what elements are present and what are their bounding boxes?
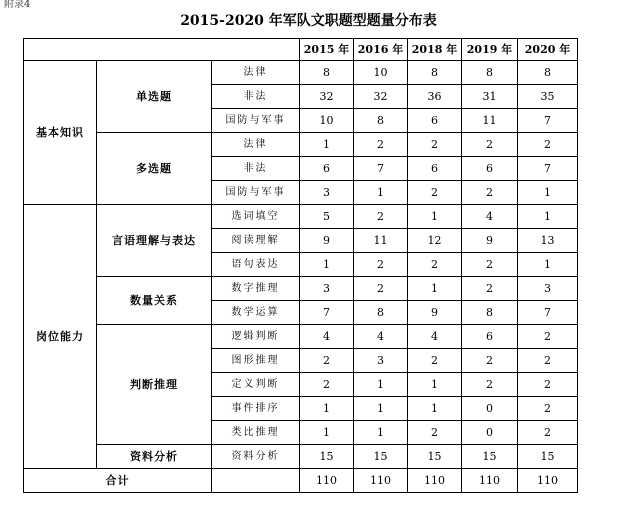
group-name-cell: 判断推理 <box>97 325 212 445</box>
item-label-cell: 定义判断 <box>212 373 300 397</box>
item-label-cell: 数字推理 <box>212 277 300 301</box>
item-label-cell: 事件排序 <box>212 397 300 421</box>
header-blank-cell <box>24 39 300 61</box>
item-label-cell: 选词填空 <box>212 205 300 229</box>
value-cell: 6 <box>300 157 354 181</box>
item-label-cell: 语句表达 <box>212 253 300 277</box>
table-row <box>24 61 578 85</box>
total-row <box>24 469 578 493</box>
value-cell: 11 <box>462 109 518 133</box>
value-cell: 1 <box>354 397 408 421</box>
value-cell: 2 <box>462 277 518 301</box>
value-cell: 1 <box>300 253 354 277</box>
table-row <box>24 277 578 301</box>
value-cell: 2 <box>518 373 578 397</box>
value-cell: 2 <box>518 349 578 373</box>
section-name-cell: 基本知识 <box>24 61 97 205</box>
value-cell: 2 <box>300 349 354 373</box>
value-cell: 2 <box>518 133 578 157</box>
item-label-cell: 图形推理 <box>212 349 300 373</box>
table-row <box>24 133 578 157</box>
value-cell: 1 <box>518 181 578 205</box>
value-cell: 3 <box>518 277 578 301</box>
value-cell: 15 <box>518 445 578 469</box>
value-cell: 1 <box>354 373 408 397</box>
value-cell: 2 <box>462 373 518 397</box>
value-cell: 9 <box>300 229 354 253</box>
value-cell: 32 <box>300 85 354 109</box>
value-cell: 1 <box>300 133 354 157</box>
value-cell: 2 <box>408 181 462 205</box>
value-cell: 15 <box>354 445 408 469</box>
table-row <box>24 205 578 229</box>
value-cell: 0 <box>462 397 518 421</box>
value-cell: 1 <box>408 373 462 397</box>
value-cell: 8 <box>354 301 408 325</box>
item-label-cell: 国防与军事 <box>212 181 300 205</box>
value-cell: 8 <box>518 61 578 85</box>
value-cell: 7 <box>300 301 354 325</box>
value-cell: 7 <box>518 301 578 325</box>
item-label-cell: 国防与军事 <box>212 109 300 133</box>
year-header: 2018 年 <box>408 39 462 61</box>
item-label-cell: 阅读理解 <box>212 229 300 253</box>
value-cell: 1 <box>518 253 578 277</box>
year-header: 2020 年 <box>518 39 578 61</box>
appendix-label: 附录4 <box>4 0 31 10</box>
value-cell: 2 <box>518 325 578 349</box>
section-name-cell: 岗位能力 <box>24 205 97 469</box>
value-cell: 4 <box>300 325 354 349</box>
value-cell: 2 <box>462 133 518 157</box>
value-cell: 10 <box>300 109 354 133</box>
total-value-cell: 110 <box>518 469 578 493</box>
value-cell: 10 <box>354 61 408 85</box>
group-name-cell: 言语理解与表达 <box>97 205 212 277</box>
value-cell: 36 <box>408 85 462 109</box>
value-cell: 2 <box>462 181 518 205</box>
item-label-cell: 类比推理 <box>212 421 300 445</box>
value-cell: 3 <box>300 277 354 301</box>
value-cell: 15 <box>462 445 518 469</box>
value-cell: 2 <box>462 349 518 373</box>
value-cell: 2 <box>354 133 408 157</box>
value-cell: 6 <box>408 109 462 133</box>
group-name-cell: 单选题 <box>97 61 212 133</box>
value-cell: 1 <box>354 181 408 205</box>
value-cell: 4 <box>408 325 462 349</box>
year-header: 2019 年 <box>462 39 518 61</box>
value-cell: 2 <box>518 421 578 445</box>
value-cell: 8 <box>462 61 518 85</box>
value-cell: 8 <box>408 61 462 85</box>
value-cell: 35 <box>518 85 578 109</box>
value-cell: 5 <box>300 205 354 229</box>
value-cell: 8 <box>462 301 518 325</box>
value-cell: 31 <box>462 85 518 109</box>
value-cell: 32 <box>354 85 408 109</box>
total-value-cell: 110 <box>300 469 354 493</box>
value-cell: 0 <box>462 421 518 445</box>
group-name-cell: 资料分析 <box>97 445 212 469</box>
item-label-cell: 逻辑判断 <box>212 325 300 349</box>
item-label-cell: 数学运算 <box>212 301 300 325</box>
distribution-table <box>23 38 578 493</box>
value-cell: 9 <box>462 229 518 253</box>
value-cell: 7 <box>518 109 578 133</box>
value-cell: 15 <box>300 445 354 469</box>
total-value-cell: 110 <box>462 469 518 493</box>
value-cell: 1 <box>408 205 462 229</box>
item-label-cell: 非法 <box>212 157 300 181</box>
value-cell: 1 <box>408 277 462 301</box>
value-cell: 6 <box>462 325 518 349</box>
value-cell: 2 <box>408 133 462 157</box>
value-cell: 6 <box>408 157 462 181</box>
value-cell: 2 <box>354 253 408 277</box>
group-name-cell: 多选题 <box>97 133 212 205</box>
value-cell: 15 <box>408 445 462 469</box>
value-cell: 13 <box>518 229 578 253</box>
value-cell: 8 <box>300 61 354 85</box>
value-cell: 2 <box>354 277 408 301</box>
value-cell: 1 <box>408 397 462 421</box>
value-cell: 3 <box>354 349 408 373</box>
year-header: 2016 年 <box>354 39 408 61</box>
value-cell: 8 <box>354 109 408 133</box>
value-cell: 7 <box>354 157 408 181</box>
value-cell: 9 <box>408 301 462 325</box>
value-cell: 2 <box>300 373 354 397</box>
value-cell: 1 <box>300 397 354 421</box>
value-cell: 2 <box>518 397 578 421</box>
year-header: 2015 年 <box>300 39 354 61</box>
value-cell: 2 <box>408 253 462 277</box>
total-value-cell: 110 <box>408 469 462 493</box>
value-cell: 11 <box>354 229 408 253</box>
table-body <box>24 39 578 493</box>
value-cell: 1 <box>518 205 578 229</box>
value-cell: 2 <box>462 253 518 277</box>
value-cell: 6 <box>462 157 518 181</box>
total-value-cell: 110 <box>354 469 408 493</box>
item-label-cell: 法律 <box>212 61 300 85</box>
value-cell: 2 <box>408 421 462 445</box>
table-row <box>24 325 578 349</box>
value-cell: 1 <box>354 421 408 445</box>
value-cell: 12 <box>408 229 462 253</box>
total-label-cell: 合计 <box>24 469 212 493</box>
item-label-cell: 非法 <box>212 85 300 109</box>
value-cell: 2 <box>354 205 408 229</box>
item-label-cell: 资料分析 <box>212 445 300 469</box>
value-cell: 4 <box>354 325 408 349</box>
total-blank-cell <box>212 469 300 493</box>
value-cell: 1 <box>300 421 354 445</box>
item-label-cell: 法律 <box>212 133 300 157</box>
header-row <box>24 39 578 61</box>
value-cell: 2 <box>408 349 462 373</box>
group-name-cell: 数量关系 <box>97 277 212 325</box>
table-row <box>24 445 578 469</box>
value-cell: 3 <box>300 181 354 205</box>
value-cell: 4 <box>462 205 518 229</box>
value-cell: 7 <box>518 157 578 181</box>
page-title: 2015-2020 年军队文职题型题量分布表 <box>180 13 437 29</box>
